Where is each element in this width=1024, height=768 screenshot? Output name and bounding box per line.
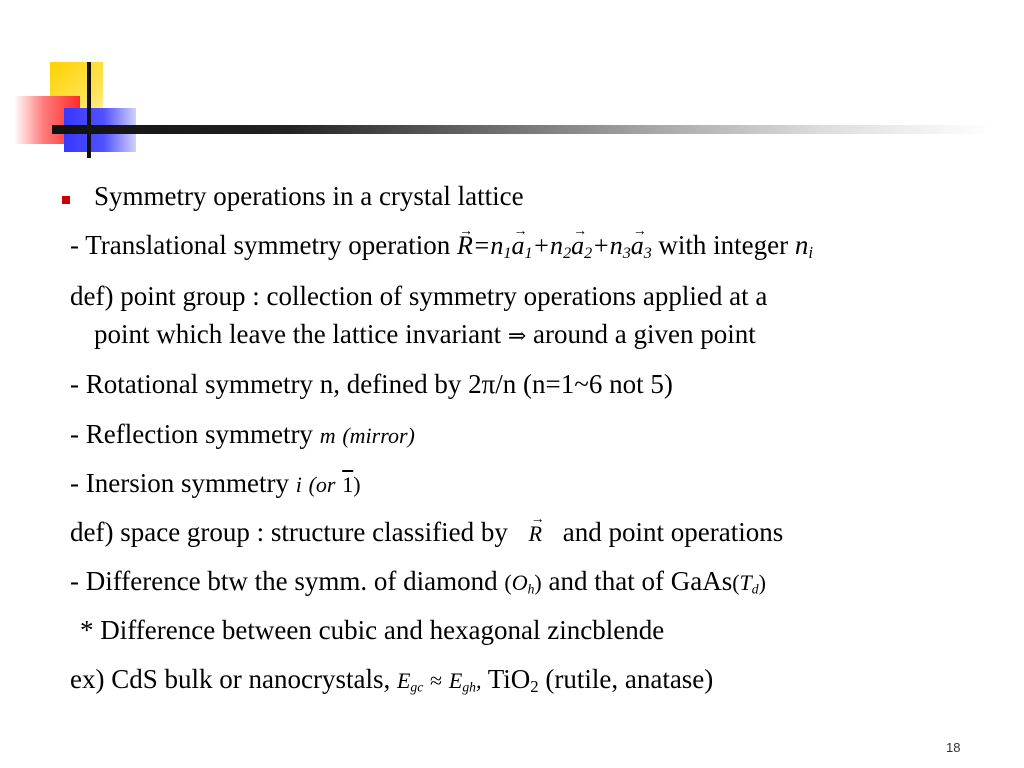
egc-symbol: $E_{gc}$ bbox=[396, 668, 424, 695]
oh-symbol: $(O_h)$ bbox=[504, 570, 542, 597]
or-label: (or bbox=[308, 472, 336, 497]
cds-text: ex) CdS bulk or nanocrystals, bbox=[70, 664, 391, 694]
tio-subscript: 2 bbox=[530, 677, 539, 697]
diamond-text: - Difference btw the symm. of diamond bbox=[70, 566, 498, 596]
translational-line bbox=[70, 229, 813, 270]
bullet-icon bbox=[62, 196, 70, 204]
egh-symbol: $E_{gh}$, bbox=[448, 668, 482, 695]
inversion-line bbox=[70, 467, 361, 501]
diamond-line bbox=[70, 565, 766, 605]
point-group-def-line: def) point group : collection of symmetry operations applied at a bbox=[70, 281, 768, 311]
close-paren: ) bbox=[353, 472, 361, 497]
integer-n-symbol: $n_i$ bbox=[794, 230, 813, 263]
gaas-text: and that of GaAs bbox=[548, 566, 733, 596]
zincblende-line: * Difference between cubic and hexagonal zincblende bbox=[80, 615, 665, 645]
implies-arrow: ⇒ bbox=[507, 323, 527, 348]
mirror-label: (mirror) bbox=[342, 423, 415, 448]
inversion-text: - Inersion symmetry bbox=[70, 468, 289, 498]
space-group-line bbox=[70, 516, 783, 550]
approx-symbol: ≈ bbox=[430, 668, 443, 693]
bar-one-symbol: 1 bbox=[342, 472, 354, 497]
given-point-text: around a given point bbox=[533, 319, 756, 349]
inversion-symbol: i bbox=[295, 472, 302, 497]
td-symbol: $(T_d)$ bbox=[732, 570, 766, 597]
tio-text: TiO bbox=[487, 664, 531, 694]
point-group-def-line-2 bbox=[94, 318, 756, 352]
reflection-text: - Reflection symmetry bbox=[70, 419, 313, 449]
translation-vector-formula: → $R=n_1\to a_1+n_2\to a_2+n_3\to a_3$ bbox=[457, 231, 658, 260]
with-integer-text: with integer bbox=[658, 230, 789, 260]
mirror-symbol: m bbox=[319, 423, 336, 448]
rotational-line: - Rotational symmetry n, defined by 2π/n (n=1~6 not 5) bbox=[70, 369, 673, 399]
point-operations-text: and point operations bbox=[562, 517, 784, 547]
space-group-text: def) space group : structure classified by bbox=[70, 517, 508, 547]
heading-line: Symmetry operations in a crystal lattice bbox=[94, 181, 524, 211]
example-line bbox=[70, 663, 713, 703]
reflection-line bbox=[70, 418, 415, 452]
tio-phases-text: (rutile, anatase) bbox=[545, 664, 714, 694]
vector-r-symbol: → R bbox=[529, 518, 542, 550]
invariant-text: point which leave the lattice invariant bbox=[94, 319, 502, 349]
translational-text: - Translational symmetry operation bbox=[70, 230, 451, 260]
page-number: 18 bbox=[946, 740, 961, 755]
